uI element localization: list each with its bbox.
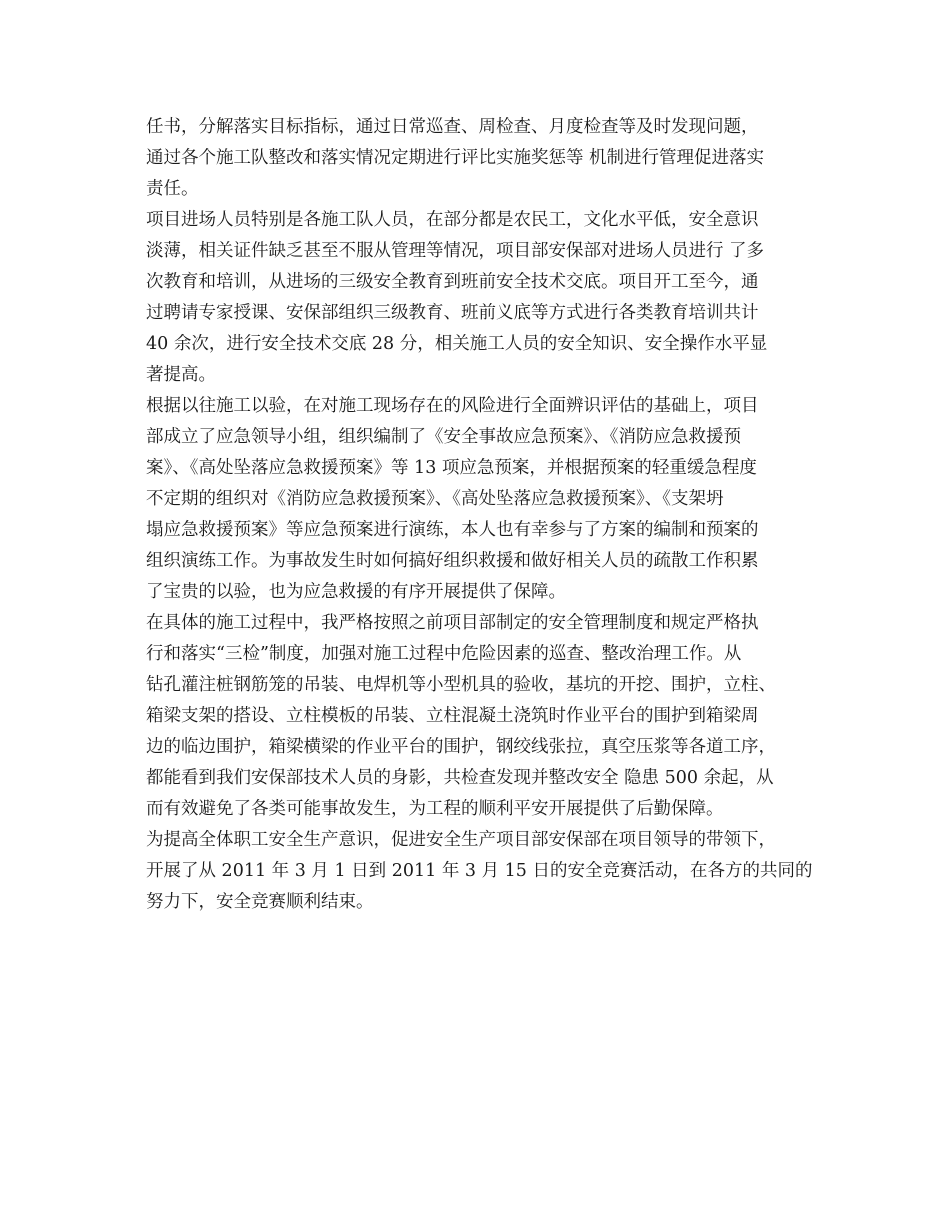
- text-line: 次教育和培训，从进场的三级安全教育到班前安全技术交底。项目开工至今，通: [146, 272, 759, 292]
- text-line: 边的临边围护，箱梁横梁的作业平台的围护，钢绞线张拉，真空压浆等各道工序，: [146, 737, 776, 757]
- text-line: 箱梁支架的搭设、立柱模板的吊装、立柱混凝土浇筑时作业平台的围护到箱梁周: [146, 706, 759, 726]
- text-line: 著提高。: [146, 365, 216, 385]
- text-line: 努力下，安全竞赛顺利结束。: [146, 892, 374, 912]
- paragraph: [146, 391, 816, 608]
- text-line: 过聘请专家授课、安保部组织三级教育、班前义底等方式进行各类教育培训共计: [146, 303, 759, 323]
- paragraph: [146, 608, 816, 825]
- text-line: 40 余次，进行安全技术交底 28 分，相关施工人员的安全知识、安全操作水平显: [146, 334, 768, 354]
- text-line: 淡薄，相关证件缺乏甚至不服从管理等情况，项目部安保部对进场人员进行 了多: [146, 241, 765, 261]
- text-line: 部成立了应急领导小组，组织编制了《安全事故应急预案》、《消防应急救援预: [146, 427, 741, 447]
- text-line: 案》、《高处坠落应急救援预案》等 13 项应急预案，并根据预案的轻重缓急程度: [146, 458, 757, 478]
- paragraph: [146, 825, 816, 918]
- text-line: 为提高全体职工安全生产意识，促进安全生产项目部安保部在项目领导的带领下，: [146, 830, 776, 850]
- text-line: 在具体的施工过程中，我严格按照之前项目部制定的安全管理制度和规定严格执: [146, 613, 759, 633]
- text-line: 行和落实“三检”制度，加强对施工过程中危险因素的巡查、整改治理工作。从: [146, 644, 742, 664]
- text-line: 根据以往施工以验，在对施工现场存在的风险进行全面辨识评估的基础上，项目: [146, 396, 759, 416]
- document-body: [146, 112, 816, 918]
- text-line: 塌应急救援预案》等应急预案进行演练，本人也有幸参与了方案的编制和预案的: [146, 520, 759, 540]
- text-line: 钻孔灌注桩钢筋笼的吊装、电焊机等小型机具的验收，基坑的开挖、围护，立柱、: [146, 675, 776, 695]
- paragraph: [146, 205, 816, 391]
- text-line: 而有效避免了各类可能事故发生，为工程的顺利平安开展提供了后勤保障。: [146, 799, 724, 819]
- text-line: 开展了从 2011 年 3 月 1 日到 2011 年 3 月 15 日的安全竞赛活动，在各方的共同的: [146, 861, 813, 881]
- text-line: 任书，分解落实目标指标，通过日常巡查、周检查、月度检查等及时发现问题，: [146, 117, 759, 137]
- text-line: 项目进场人员特别是各施工队人员，在部分都是农民工，文化水平低，安全意识: [146, 210, 759, 230]
- text-line: 通过各个施工队整改和落实情况定期进行评比实施奖惩等 机制进行管理促进落实: [146, 148, 765, 168]
- text-line: 责任。: [146, 179, 199, 199]
- text-line: 组织演练工作。为事故发生时如何搞好组织救援和做好相关人员的疏散工作积累: [146, 551, 759, 571]
- text-line: 都能看到我们安保部技术人员的身影，共检查发现并整改安全 隐患 500 余起，从: [146, 768, 774, 788]
- text-line: 不定期的组织对《消防应急救援预案》、《高处坠落应急救援预案》、《支架坍: [146, 489, 724, 509]
- text-line: 了宝贵的以验，也为应急救援的有序开展提供了保障。: [146, 582, 566, 602]
- paragraph: [146, 112, 816, 205]
